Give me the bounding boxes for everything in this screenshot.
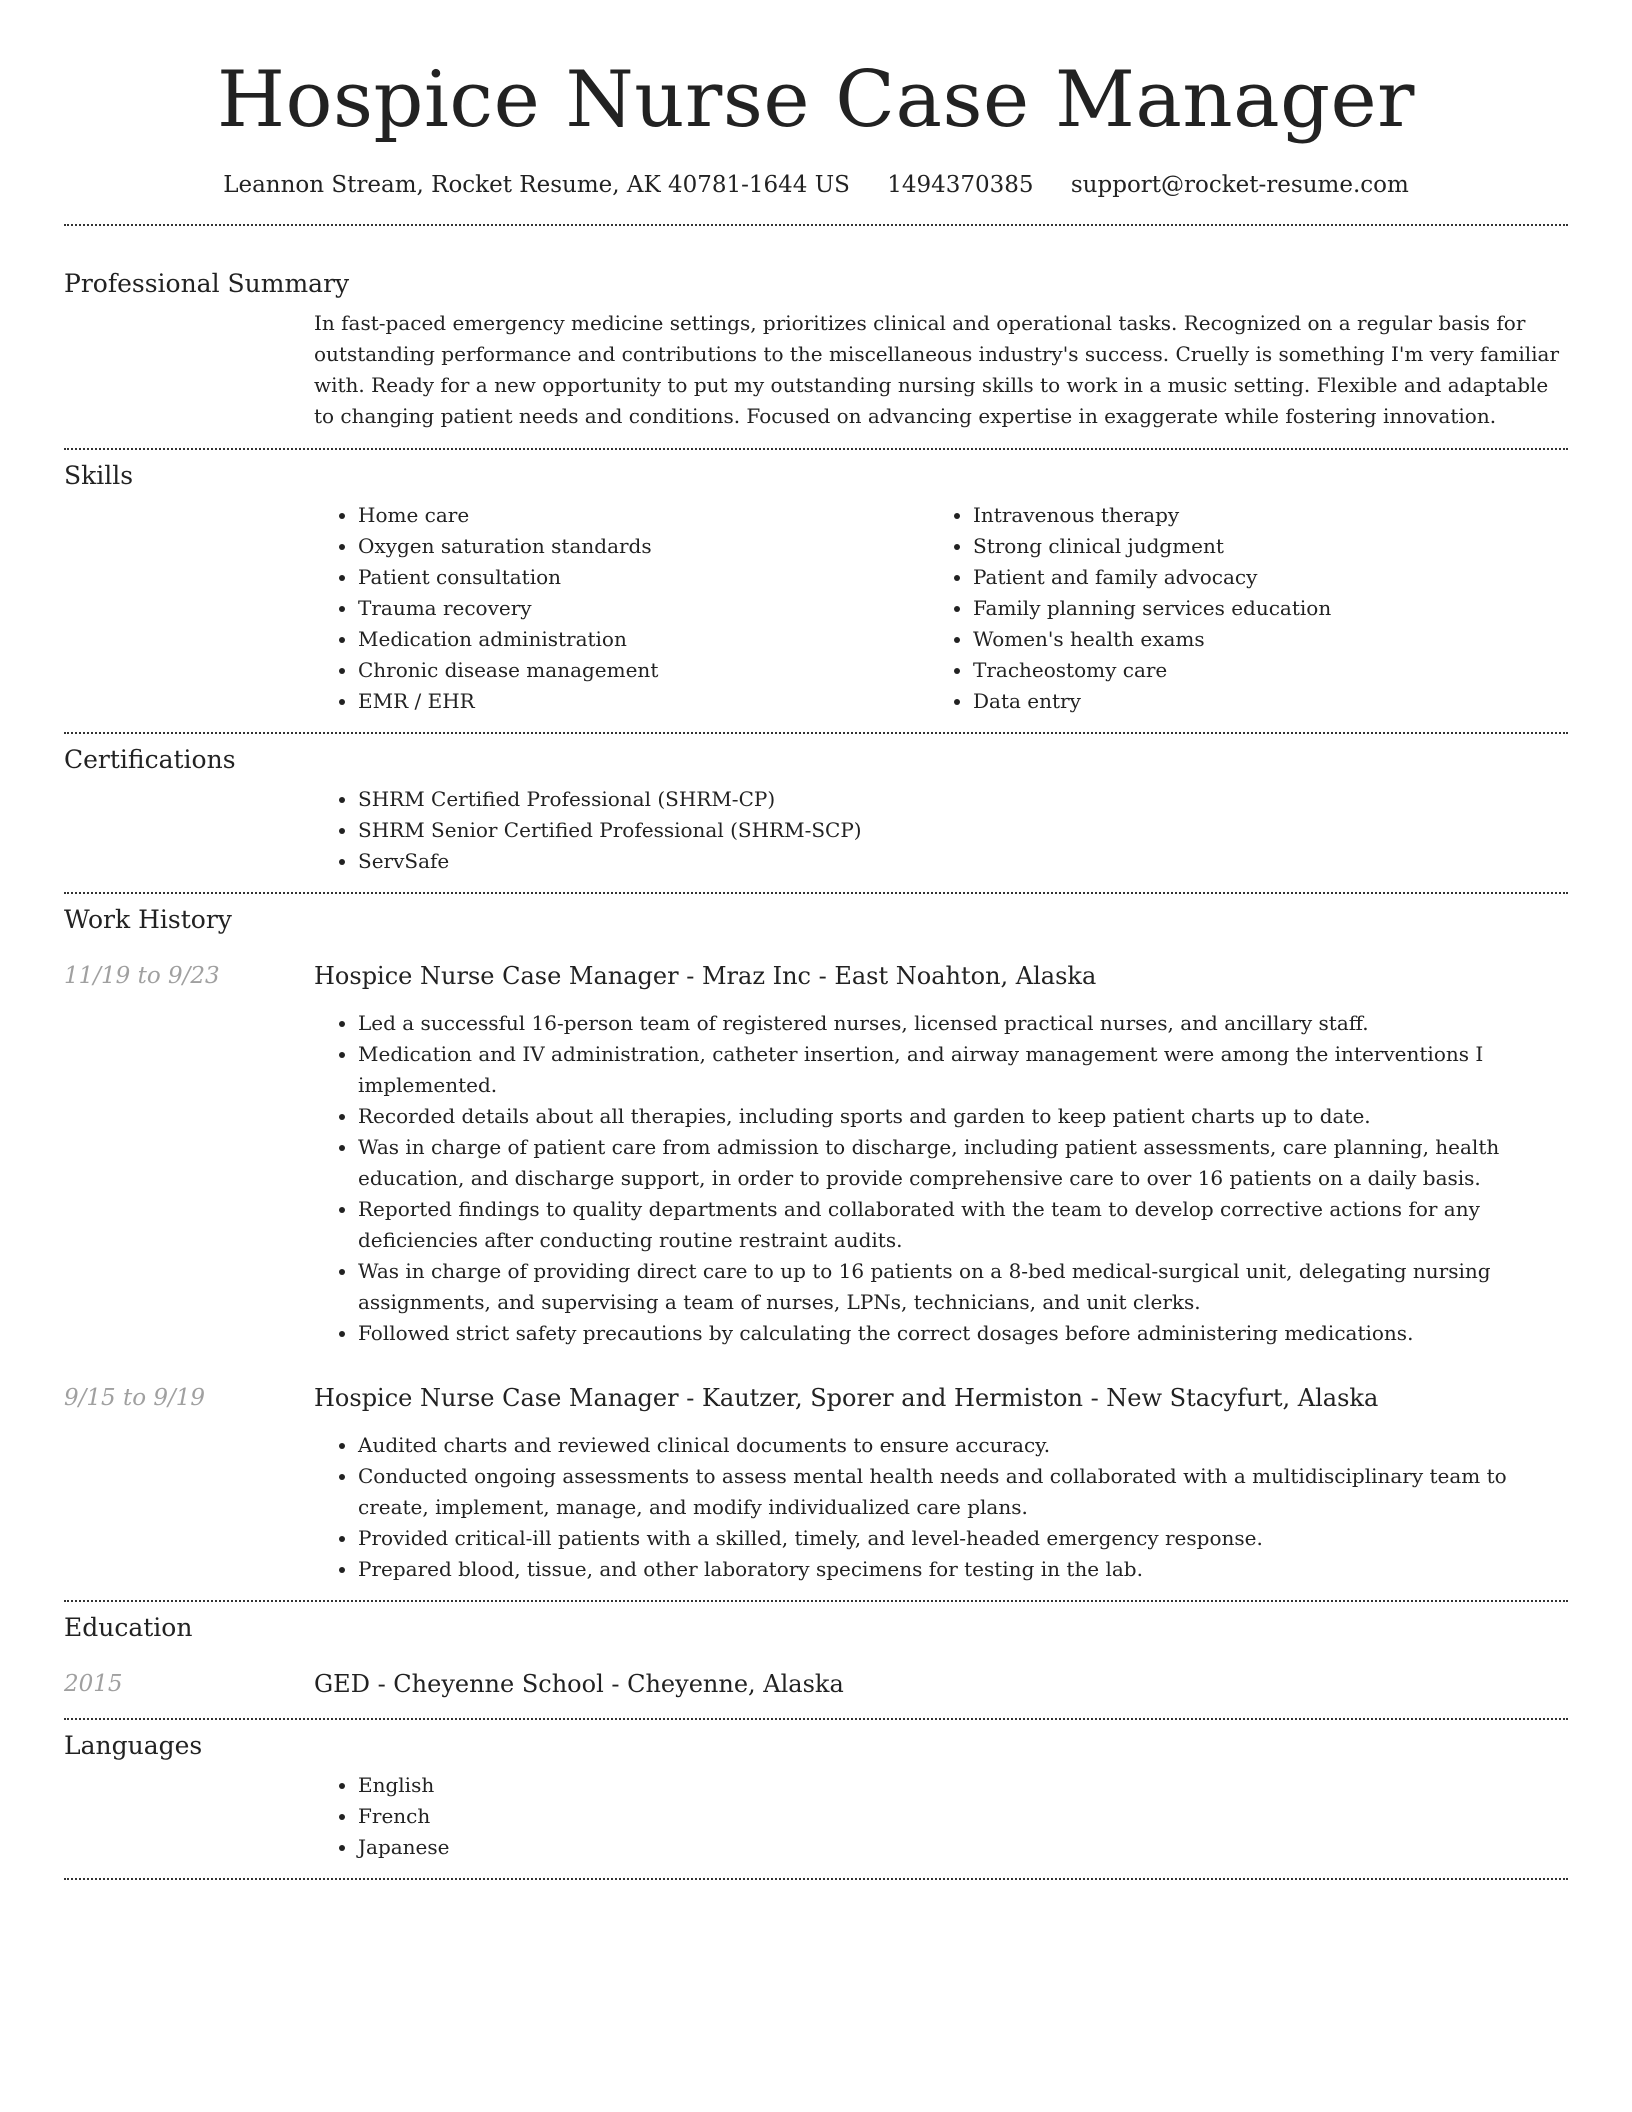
candidate-name: Hospice Nurse Case Manager bbox=[217, 55, 1415, 145]
section-title-skills: Skills bbox=[64, 461, 134, 490]
responsibility-item: • Reported findings to quality departments and collaborated with the team to develop corrective actions for any deficiencies after conducting routine restraint audits. bbox=[358, 1194, 1568, 1256]
certifications-list bbox=[314, 784, 1568, 877]
job-title: Hospice Nurse Case Manager - Kautzer, Sporer and Hermiston - New Stacyfurt, Alaska bbox=[314, 1384, 1379, 1412]
skill-item: • Trauma recovery bbox=[358, 593, 929, 624]
skill-item: • Strong clinical judgment bbox=[973, 531, 1568, 562]
skill-item: • EMR / EHR bbox=[358, 686, 929, 717]
summary-text: In fast-paced emergency medicine settings, prioritizes clinical and operational tasks. Recognized on a regular basis for outstanding performance and contributions to the miscellaneous industry's success. Cruelly is something I'm very familiar with. Ready for a new opportunity to put my outstanding nursing skills to work in a music setting. Flexible and adaptable to changing patient needs and conditions. Focused on advancing expertise in exaggerate while fostering innovation. bbox=[314, 311, 1560, 428]
section-divider bbox=[64, 1878, 1568, 1880]
contact-phone: 1494370385 bbox=[887, 172, 1034, 198]
skill-item: • Data entry bbox=[973, 686, 1568, 717]
education-year: 2015 bbox=[64, 1671, 123, 1697]
skill-item: • Oxygen saturation standards bbox=[358, 531, 929, 562]
section-title-languages: Languages bbox=[64, 1731, 203, 1760]
education-section bbox=[64, 1602, 1568, 1700]
job-title: Hospice Nurse Case Manager - Mraz Inc - East Noahton, Alaska bbox=[314, 962, 1097, 990]
responsibility-item: • Recorded details about all therapies, including sports and garden to keep patient charts up to date. bbox=[358, 1101, 1568, 1132]
work-history-section bbox=[64, 894, 1568, 1585]
responsibility-item: • Medication and IV administration, catheter insertion, and airway management were among the interventions I implemented. bbox=[358, 1039, 1568, 1101]
resume-header bbox=[64, 0, 1568, 200]
skill-item: • Chronic disease management bbox=[358, 655, 929, 686]
skill-item: • Women's health exams bbox=[973, 624, 1568, 655]
skill-item: • Patient consultation bbox=[358, 562, 929, 593]
summary-section bbox=[64, 226, 1568, 432]
section-title-summary: Professional Summary bbox=[64, 269, 350, 298]
certifications-section bbox=[64, 734, 1568, 877]
language-item: • French bbox=[358, 1801, 1568, 1832]
languages-section bbox=[64, 1720, 1568, 1863]
contact-line bbox=[64, 170, 1568, 200]
skills-list-right bbox=[929, 500, 1568, 717]
responsibility-item: • Was in charge of providing direct care to up to 16 patients on a 8-bed medical-surgical unit, delegating nursing assignments, and supervising a team of nurses, LPNs, technicians, and unit clerks. bbox=[358, 1256, 1568, 1318]
certification-item: • SHRM Senior Certified Professional (SHRM-SCP) bbox=[358, 815, 1568, 846]
contact-address: Leannon Stream, Rocket Resume, AK 40781-1644 US bbox=[223, 172, 850, 198]
skill-item: • Intravenous therapy bbox=[973, 500, 1568, 531]
job-dates: 9/15 to 9/19 bbox=[64, 1385, 206, 1411]
skills-section bbox=[64, 450, 1568, 717]
responsibility-item: • Audited charts and reviewed clinical documents to ensure accuracy. bbox=[358, 1430, 1568, 1461]
language-item: • Japanese bbox=[358, 1832, 1568, 1863]
skill-item: • Home care bbox=[358, 500, 929, 531]
job-entry bbox=[64, 1382, 1568, 1585]
section-title-work-history: Work History bbox=[64, 905, 232, 934]
responsibility-item: • Was in charge of patient care from admission to discharge, including patient assessments, care planning, health education, and discharge support, in order to provide comprehensive care to over 16 patients on a daily basis. bbox=[358, 1132, 1568, 1194]
contact-email: support@rocket-resume.com bbox=[1070, 172, 1409, 198]
skills-list-left bbox=[314, 500, 929, 717]
responsibility-item: • Prepared blood, tissue, and other laboratory specimens for testing in the lab. bbox=[358, 1554, 1568, 1585]
languages-list bbox=[314, 1770, 1568, 1863]
responsibility-item: • Conducted ongoing assessments to assess mental health needs and collaborated with a multidisciplinary team to create, implement, manage, and modify individualized care plans. bbox=[358, 1461, 1568, 1523]
skill-item: • Family planning services education bbox=[973, 593, 1568, 624]
section-title-certifications: Certifications bbox=[64, 745, 236, 774]
responsibility-item: • Followed strict safety precautions by calculating the correct dosages before administering medications. bbox=[358, 1318, 1568, 1349]
education-entry bbox=[64, 1668, 1568, 1700]
job-responsibilities bbox=[314, 1430, 1568, 1585]
certification-item: • ServSafe bbox=[358, 846, 1568, 877]
responsibility-item: • Led a successful 16-person team of registered nurses, licensed practical nurses, and ancillary staff. bbox=[358, 1008, 1568, 1039]
section-title-education: Education bbox=[64, 1613, 193, 1642]
job-dates: 11/19 to 9/23 bbox=[64, 963, 220, 989]
skill-item: • Tracheostomy care bbox=[973, 655, 1568, 686]
skill-item: • Medication administration bbox=[358, 624, 929, 655]
language-item: • English bbox=[358, 1770, 1568, 1801]
skill-item: • Patient and family advocacy bbox=[973, 562, 1568, 593]
responsibility-item: • Provided critical-ill patients with a skilled, timely, and level-headed emergency response. bbox=[358, 1523, 1568, 1554]
job-entry bbox=[64, 960, 1568, 1349]
education-degree: GED - Cheyenne School - Cheyenne, Alaska bbox=[314, 1670, 844, 1698]
certification-item: • SHRM Certified Professional (SHRM-CP) bbox=[358, 784, 1568, 815]
job-responsibilities bbox=[314, 1008, 1568, 1349]
